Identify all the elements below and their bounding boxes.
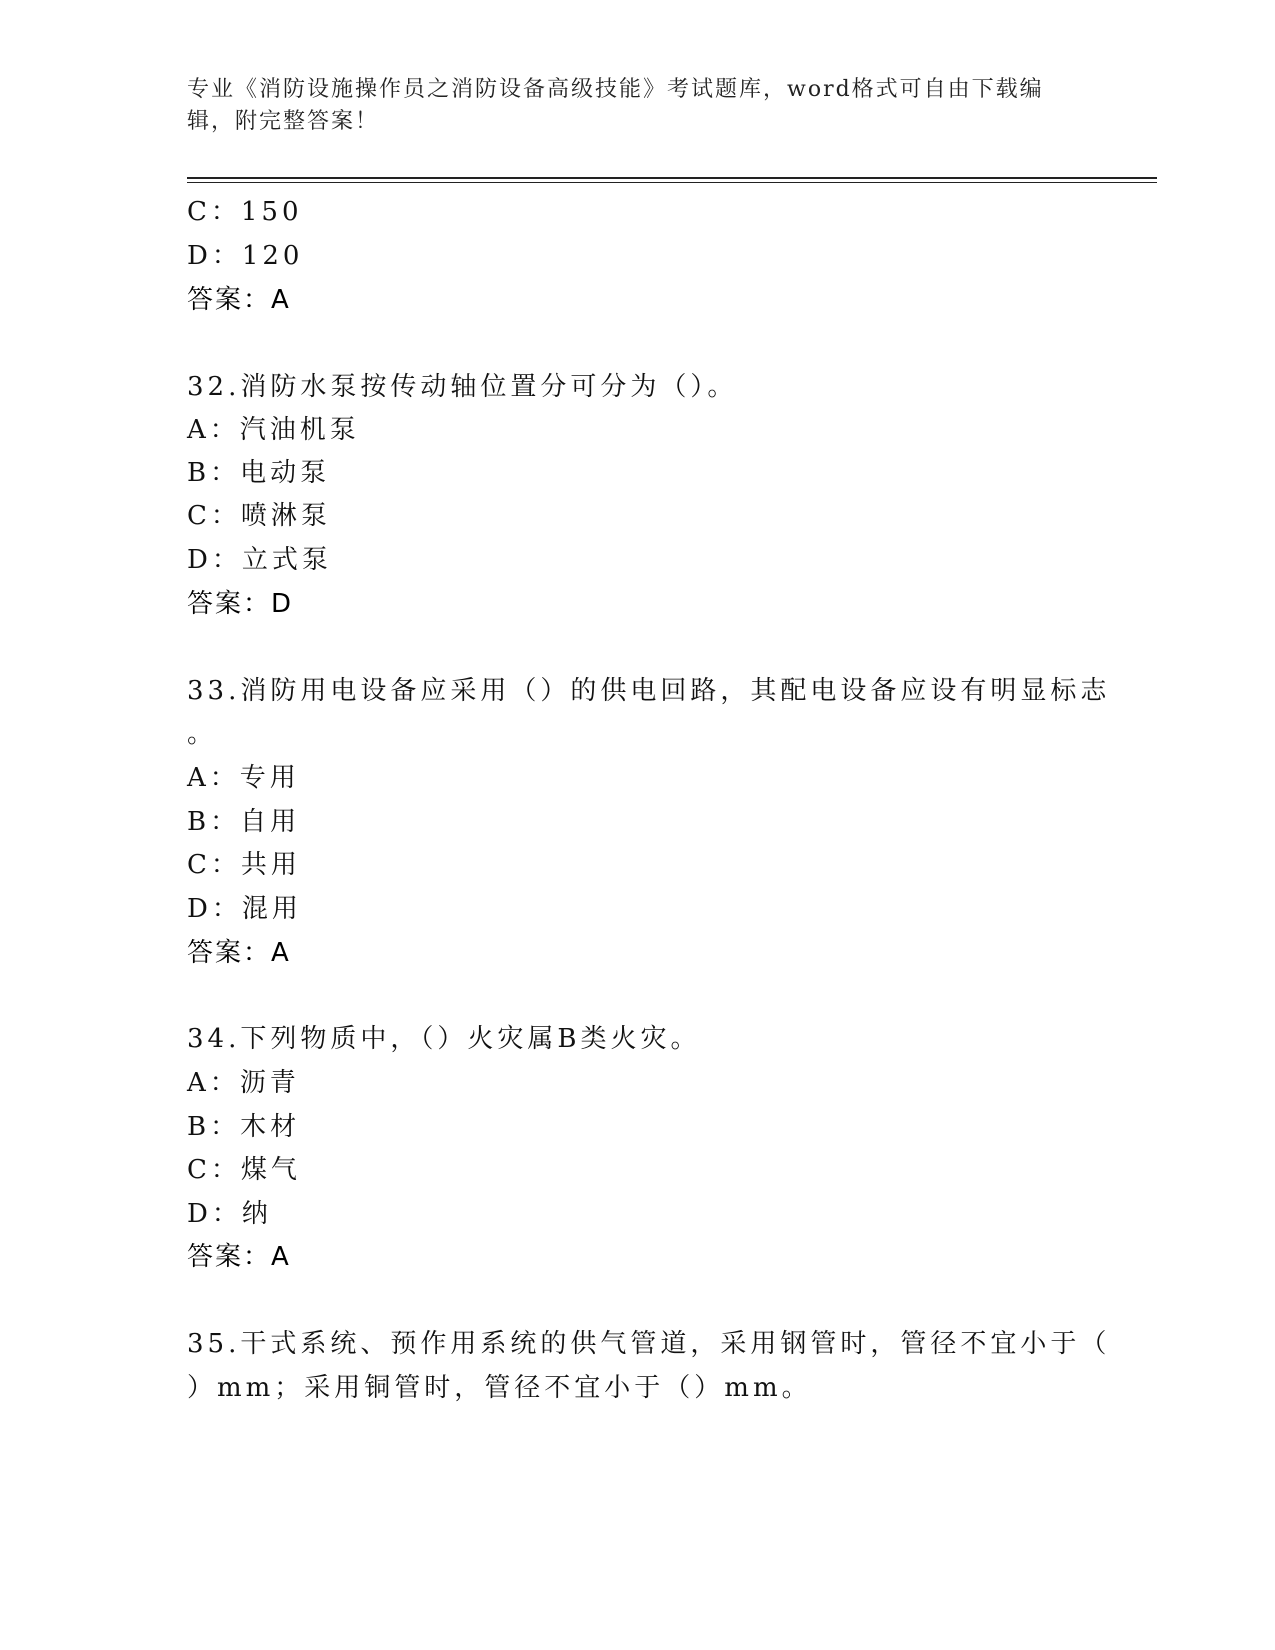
answer-line: 答案：D — [187, 589, 294, 619]
option-c: C：煤气 — [187, 1155, 301, 1185]
option-b: B：电动泵 — [187, 458, 331, 488]
header-line-1: 专业《消防设施操作员之消防设备高级技能》考试题库，word格式可自由下载编 — [187, 77, 1044, 102]
option-c: C：共用 — [187, 850, 301, 880]
question-stem: 32.消防水泵按传动轴位置分可分为（）。 — [187, 372, 738, 402]
option-d: D：混用 — [187, 894, 302, 924]
option-b: B：自用 — [187, 807, 301, 837]
answer-line: 答案：A — [187, 285, 291, 315]
question-stem: 34.下列物质中，（）火灾属B类火灾。 — [187, 1024, 701, 1054]
header-rule-thin — [187, 182, 1157, 183]
header-line-2: 辑，附完整答案！ — [187, 109, 380, 134]
option-d: D：纳 — [187, 1199, 272, 1229]
option-a: A：沥青 — [187, 1068, 300, 1098]
question-stem: 35.干式系统、预作用系统的供气管道，采用钢管时，管径不宜小于（ — [187, 1329, 1111, 1359]
option-a: A：汽油机泵 — [187, 415, 360, 445]
answer-line: 答案：A — [187, 938, 291, 968]
document-header — [187, 74, 1067, 138]
option-d: D：立式泵 — [187, 545, 332, 575]
question-stem-continuation: ）mm；采用铜管时，管径不宜小于（）mm。 — [187, 1373, 812, 1403]
question-stem: 33.消防用电设备应采用（）的供电回路，其配电设备应设有明显标志 — [187, 676, 1111, 706]
question-stem-continuation: 。 — [187, 719, 218, 749]
option-d: D：120 — [187, 241, 304, 271]
option-b: B：木材 — [187, 1112, 301, 1142]
option-c: C：喷淋泵 — [187, 501, 331, 531]
header-rule-thick — [187, 177, 1157, 179]
option-c: C：150 — [187, 197, 303, 227]
option-a: A：专用 — [187, 763, 300, 793]
answer-line: 答案：A — [187, 1242, 291, 1272]
